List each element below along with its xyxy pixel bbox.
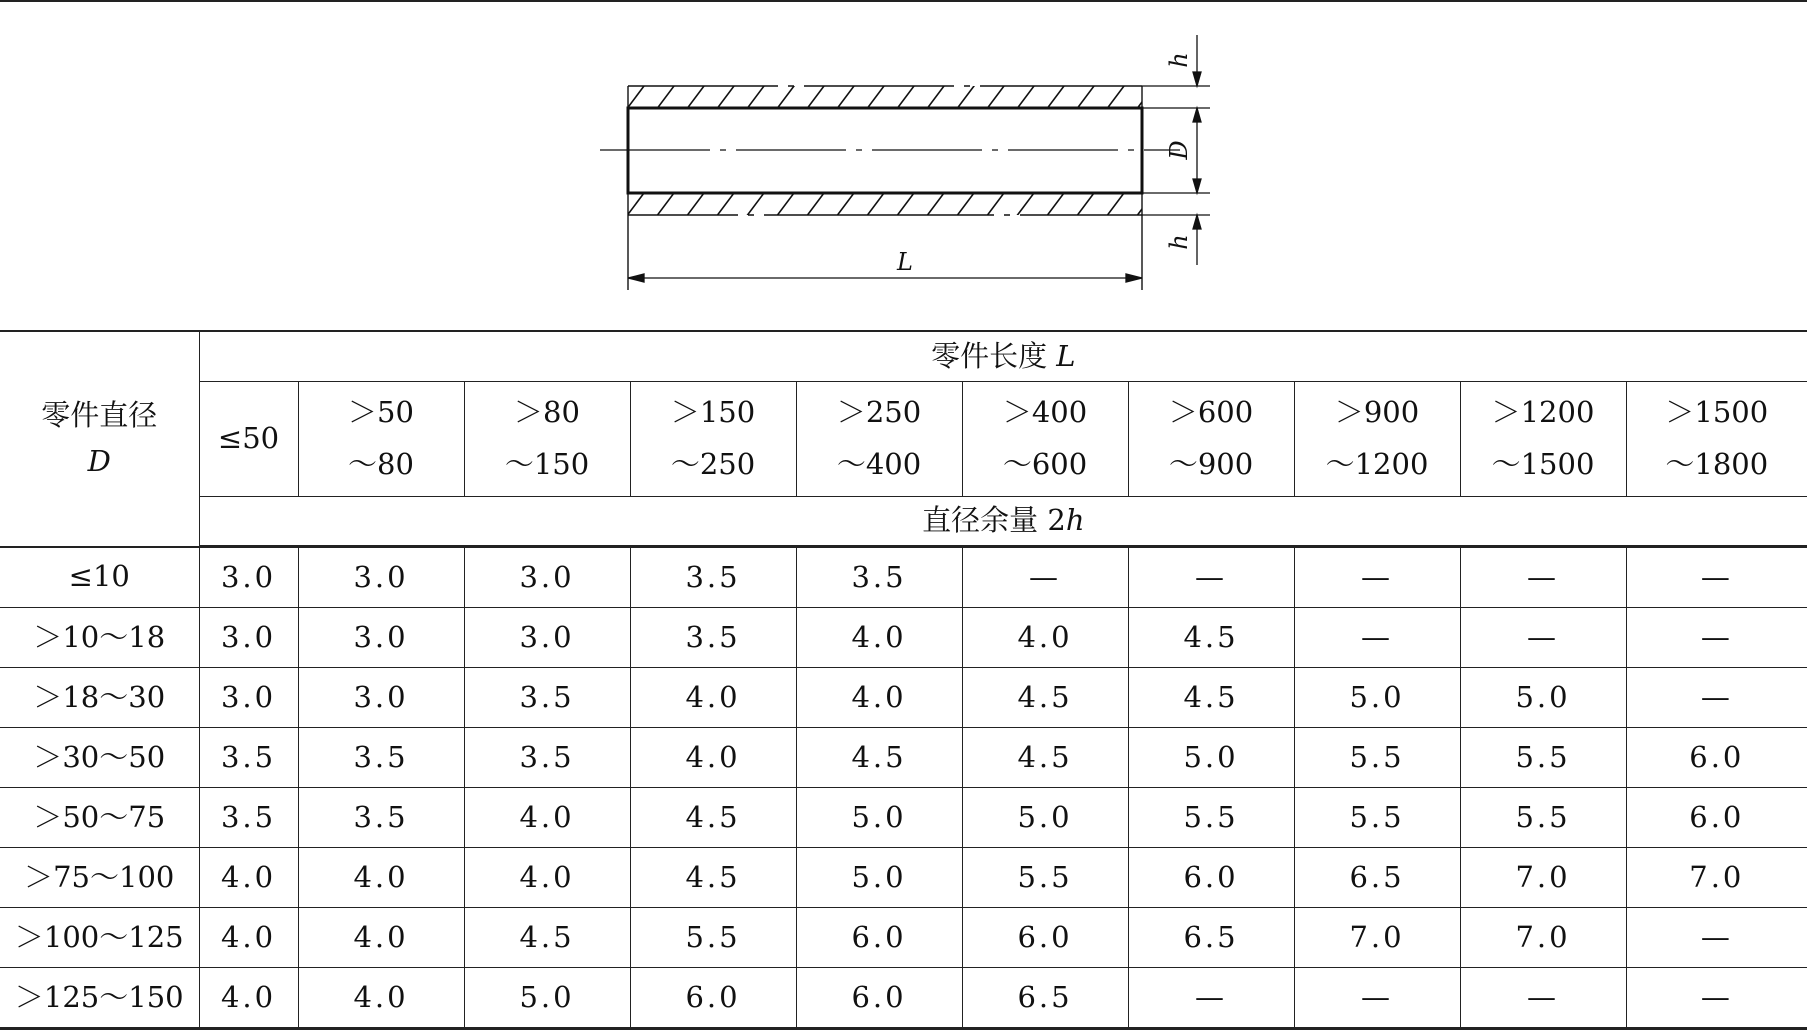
allowance-value-cell: 4.0 [298,848,464,908]
allowance-value-cell: 7.0 [1626,848,1807,908]
table-row [0,908,1807,968]
allowance-value-cell: 6.0 [1626,728,1807,788]
allowance-value-cell: — [1294,547,1460,608]
allowance-value-cell: 5.0 [464,968,630,1029]
allowance-value-cell: 6.0 [796,968,962,1029]
diameter-range-cell: ＞10～18 [0,608,199,668]
allowance-value-cell: 4.0 [199,908,298,968]
allowance-value-cell: 3.0 [464,547,630,608]
allowance-value-cell: — [1460,968,1626,1029]
length-range-6: ＞600 ～900 [1128,382,1294,497]
allowance-value-cell: — [1294,608,1460,668]
allowance-value-cell: 6.5 [1128,908,1294,968]
allowance-value-cell: 5.0 [1460,668,1626,728]
allowance-value-cell: 3.5 [199,788,298,848]
allowance-value-cell: — [1128,547,1294,608]
allowance-value-cell: 5.5 [1294,728,1460,788]
allowance-value-cell: — [1460,547,1626,608]
length-header: 零件长度 L [199,331,1807,382]
allowance-value-cell: 5.0 [1128,728,1294,788]
top-rule [0,0,1807,2]
allowance-value-cell: 3.0 [464,608,630,668]
allowance-value-cell: 4.5 [630,848,796,908]
length-range-1: ＞50 ～80 [298,382,464,497]
length-range-9: ＞1500 ～1800 [1626,382,1807,497]
length-range-3: ＞150 ～250 [630,382,796,497]
allowance-value-cell: 3.0 [199,608,298,668]
allowance-value-cell: 3.0 [298,668,464,728]
length-dimension [628,274,1142,282]
allowance-value-cell: 5.0 [796,788,962,848]
table-row [0,968,1807,1029]
allowance-value-cell: 4.0 [298,908,464,968]
tube-drawing [560,20,1260,295]
allowance-value-cell: 3.5 [464,668,630,728]
table-row [0,608,1807,668]
allowance-value-cell: — [1460,608,1626,668]
allowance-value-cell: 5.0 [796,848,962,908]
allowance-value-cell: 4.5 [1128,668,1294,728]
diameter-range-cell: ＞50～75 [0,788,199,848]
allowance-value-cell: 4.5 [796,728,962,788]
allowance-value-cell: — [1626,547,1807,608]
bottom-wall-hatch [620,185,1160,225]
top-wall-hatch [620,78,1160,118]
allowance-header: 直径余量 2h [199,497,1807,547]
allowance-value-cell: 3.5 [298,728,464,788]
length-range-2: ＞80 ～150 [464,382,630,497]
allowance-value-cell: 5.5 [630,908,796,968]
allowance-value-cell: — [1626,908,1807,968]
allowance-value-cell: 5.5 [1294,788,1460,848]
table-row [0,547,1807,608]
label-l: L [897,248,913,276]
allowance-value-cell: 3.5 [298,788,464,848]
allowance-value-cell: 6.0 [1128,848,1294,908]
length-range-0: ≤50 [199,382,298,497]
length-range-4: ＞250 ～400 [796,382,962,497]
allowance-value-cell: — [1626,608,1807,668]
allowance-value-cell: 5.0 [1294,668,1460,728]
label-h-top: h [1165,52,1193,68]
allowance-value-cell: 5.5 [1128,788,1294,848]
allowance-value-cell: 5.5 [962,848,1128,908]
allowance-value-cell: 5.5 [1460,788,1626,848]
allowance-value-cell: 4.0 [199,848,298,908]
allowance-value-cell: 6.0 [962,908,1128,968]
table-row [0,848,1807,908]
allowance-value-cell: 7.0 [1460,908,1626,968]
allowance-value-cell: 3.5 [464,728,630,788]
allowance-value-cell: 3.5 [630,608,796,668]
allowance-value-cell: 3.5 [630,547,796,608]
length-ranges-row [0,382,1807,497]
allowance-value-cell: 4.0 [796,608,962,668]
allowance-value-cell: 6.5 [1294,848,1460,908]
allowance-value-cell: 7.0 [1460,848,1626,908]
allowance-value-cell: 4.5 [962,728,1128,788]
allowance-value-cell: 3.5 [199,728,298,788]
diameter-range-cell: ≤10 [0,547,199,608]
allowance-value-cell: 4.0 [630,728,796,788]
allowance-value-cell: 3.5 [796,547,962,608]
allowance-value-cell: 6.0 [1626,788,1807,848]
allowance-value-cell: 3.0 [298,547,464,608]
diameter-range-cell: ＞125～150 [0,968,199,1029]
allowance-value-cell: 4.5 [1128,608,1294,668]
label-d: D [1165,140,1193,160]
length-range-5: ＞400 ～600 [962,382,1128,497]
diameter-dimension [1193,35,1201,265]
allowance-value-cell: 4.5 [464,908,630,968]
diameter-range-cell: ＞30～50 [0,728,199,788]
allowance-value-cell: 4.0 [298,968,464,1029]
allowance-value-cell: — [1626,668,1807,728]
length-range-8: ＞1200 ～1500 [1460,382,1626,497]
allowance-value-cell: 6.0 [796,908,962,968]
allowance-value-cell: 7.0 [1294,908,1460,968]
allowance-value-cell: 3.0 [298,608,464,668]
allowance-rows [0,547,1807,1029]
label-h-bottom: h [1165,234,1193,250]
diameter-range-cell: ＞75～100 [0,848,199,908]
allowance-value-cell: — [1128,968,1294,1029]
allowance-value-cell: — [962,547,1128,608]
allowance-value-cell: 3.0 [199,547,298,608]
allowance-value-cell: 4.0 [464,788,630,848]
allowance-value-cell: 5.0 [962,788,1128,848]
allowance-value-cell: 4.0 [630,668,796,728]
allowance-value-cell: 4.0 [464,848,630,908]
table-row [0,728,1807,788]
allowance-value-cell: 3.0 [199,668,298,728]
length-range-7: ＞900 ～1200 [1294,382,1460,497]
table-row [0,668,1807,728]
allowance-value-cell: 5.5 [1460,728,1626,788]
allowance-value-cell: 4.5 [630,788,796,848]
allowance-value-cell: — [1626,968,1807,1029]
allowance-value-cell: 6.5 [962,968,1128,1029]
diameter-column-header: 零件直径 D [0,331,199,547]
allowance-value-cell: 4.5 [962,668,1128,728]
allowance-value-cell: 4.0 [962,608,1128,668]
allowance-value-cell: 6.0 [630,968,796,1029]
diameter-range-cell: ＞18～30 [0,668,199,728]
allowance-value-cell: 4.0 [199,968,298,1029]
diameter-range-cell: ＞100～125 [0,908,199,968]
tube-outline [600,86,1180,290]
tube-dimension-figure [560,20,1260,295]
allowance-value-cell: — [1294,968,1460,1029]
allowance-value-cell: 4.0 [796,668,962,728]
table-row [0,788,1807,848]
allowance-table [0,330,1807,1030]
